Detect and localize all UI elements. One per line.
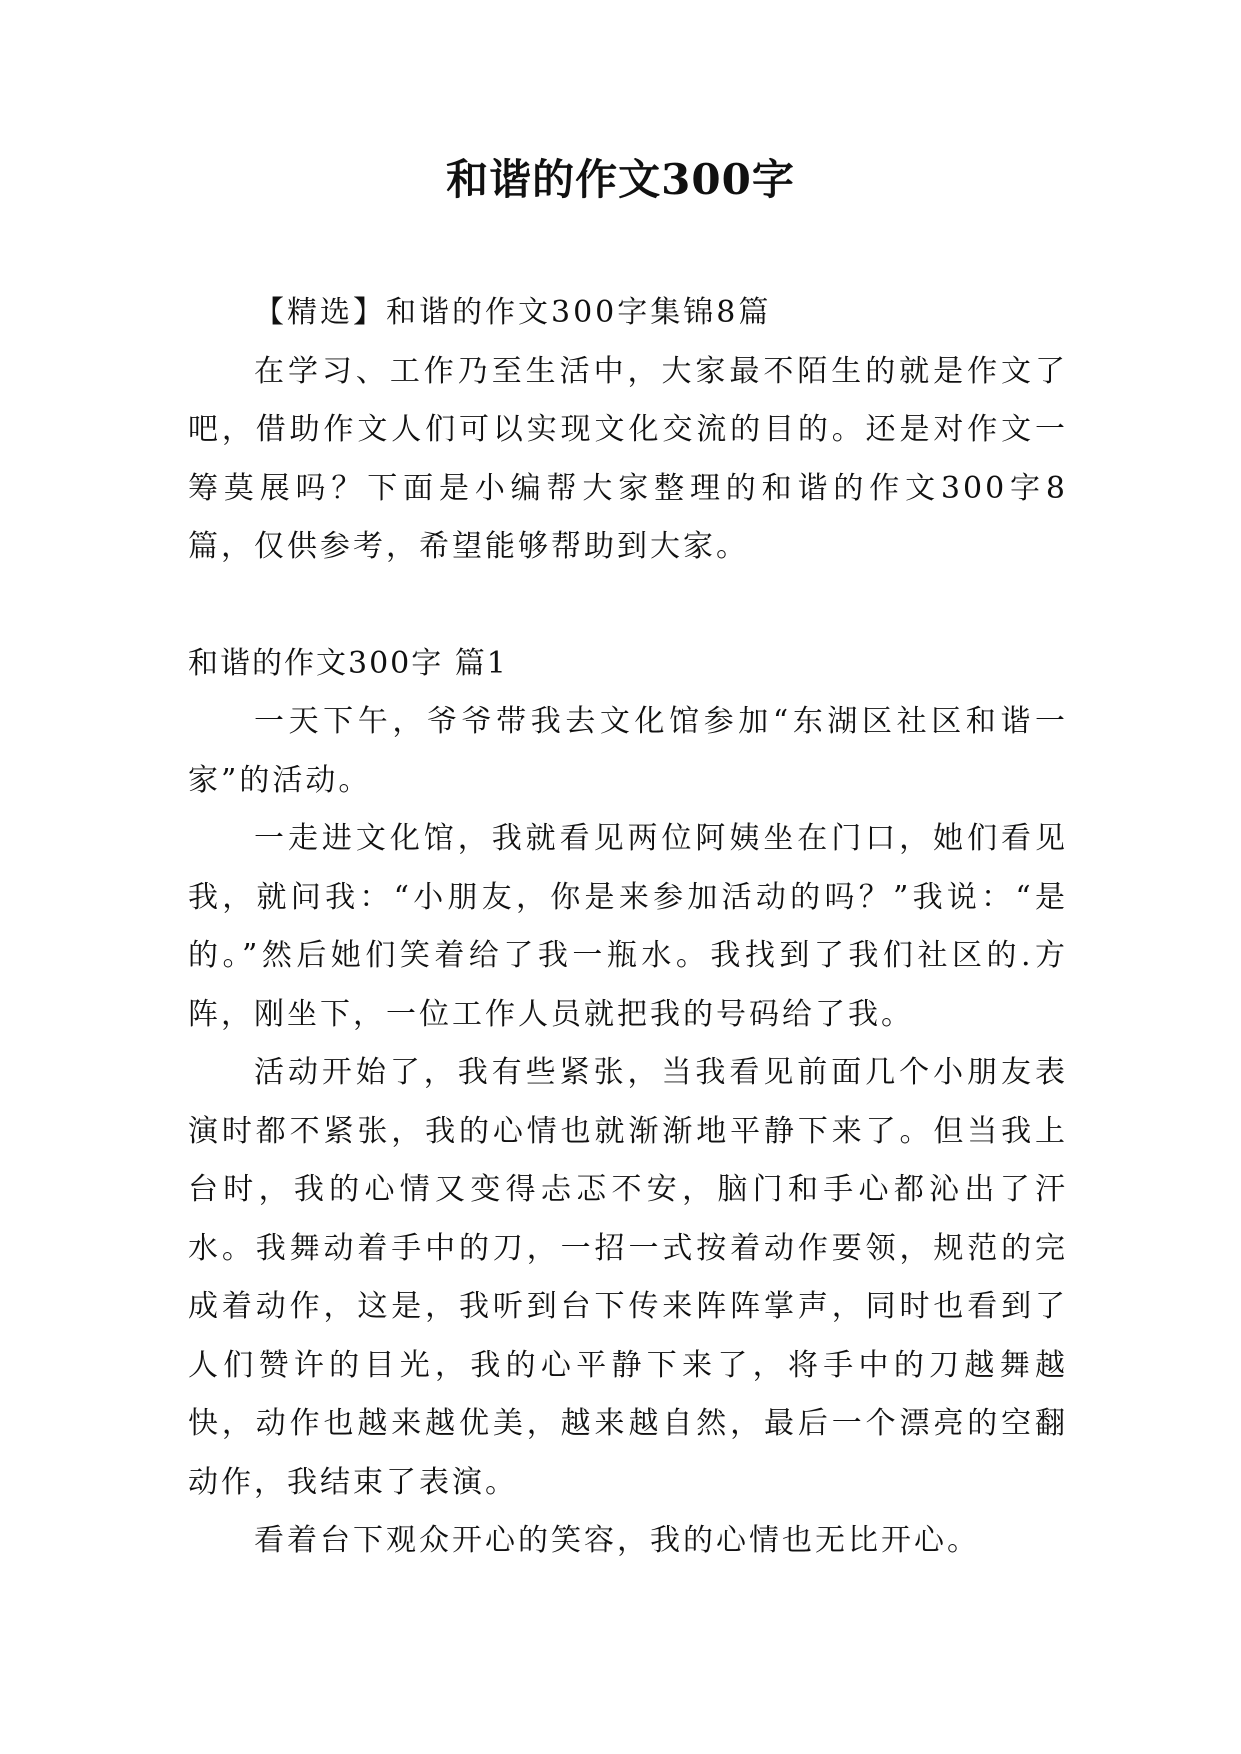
- paragraph-4: 看着台下观众开心的笑容，我的心情也无比开心。: [254, 1523, 980, 1558]
- paragraph-1: 一天下午，爷爷带我去文化馆参加“东湖区社区和谐一家”的活动。: [188, 704, 1068, 798]
- paragraph-3: 活动开始了，我有些紧张，当我看见前面几个小朋友表演时都不紧张，我的心情也就渐渐地平静下来了。但当我上台时，我的心情又变得忐忑不安，脑门和手心都沁出了汗水。我舞动着手中的刀，一招一式按着动作要领，规范的完成着动作，这是，我听到台下传来阵阵掌声，同时也看到了人们赞许的目光，我的心平静下来了，将手中的刀越舞越快，动作也越来越优美，越来越自然，最后一个漂亮的空翻动作，我结束了表演。: [188, 1055, 1068, 1500]
- section-heading: 和谐的作文300字 篇1: [188, 645, 508, 681]
- document-subtitle: 【精选】和谐的作文300字集锦8篇: [254, 295, 772, 330]
- document-body: [188, 284, 1068, 1571]
- paragraph-2: 一走进文化馆，我就看见两位阿姨坐在门口，她们看见我，就问我：“小朋友，你是来参加活动的吗？”我说：“是的。”然后她们笑着给了我一瓶水。我找到了我们社区的.方阵，刚坐下，一位工作人员就把我的号码给了我。: [188, 821, 1068, 1032]
- document-title: 和谐的作文300字: [446, 155, 795, 204]
- intro-paragraph: 在学习、工作乃至生活中，大家最不陌生的就是作文了吧，借助作文人们可以实现文化交流的目的。还是对作文一筹莫展吗？下面是小编帮大家整理的和谐的作文300字8篇，仅供参考，希望能够帮助到大家。: [188, 353, 1068, 564]
